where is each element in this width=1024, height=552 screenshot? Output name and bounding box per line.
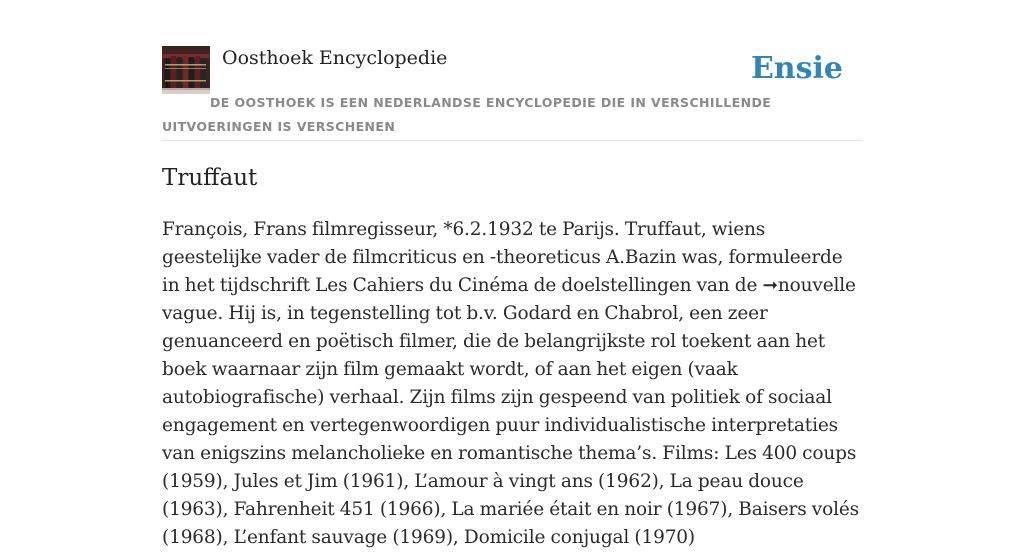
brand-logo[interactable]: Ensie [750,51,843,86]
article-body: François, Frans filmregisseur, *6.2.1932 te Parijs. Truffaut, wiens geestelijke vader de filmcriticus en -theoreticus A.Bazin was, formuleerde in het tijdschrift Les Cahiers du Cinéma de doelstellingen van de ➞nouvelle vague. Hij is, in tegenstelling tot b.v. Godard en Chabrol, een zeer genuanceerd en poëtisch filmer, die de belangrijkste rol toekent aan het boek waarnaar zijn film gemaakt wordt, of aan het eigen (vaak autobiografische) verhaal. Zijn films zijn gespeend van politiek of sociaal engagement en vertegenwoordigen puur individualistische interpretaties van enigszins melancholieke en romantische thema’s. Films: Les 400 coups (1959), Jules et Jim (1961), L’amour à vingt ans (1962), La peau douce (1963), Fahrenheit 451 (1966), La mariée était en noir (1967), Baisers volés (1968), L’enfant sauvage (1969), Domicile conjugal (1970) [162,219,859,548]
encyclopedia-books-icon[interactable] [162,46,210,94]
site-name[interactable]: Oosthoek Encyclopedie [222,47,448,69]
article-title: Truffaut [162,165,258,191]
site-tagline: DE OOSTHOEK IS EEN NEDERLANDSE ENCYCLOPEDIE DIE IN VERSCHILLENDE UITVOERINGEN IS VERSCHENEN [162,95,772,134]
site-header [162,46,862,141]
